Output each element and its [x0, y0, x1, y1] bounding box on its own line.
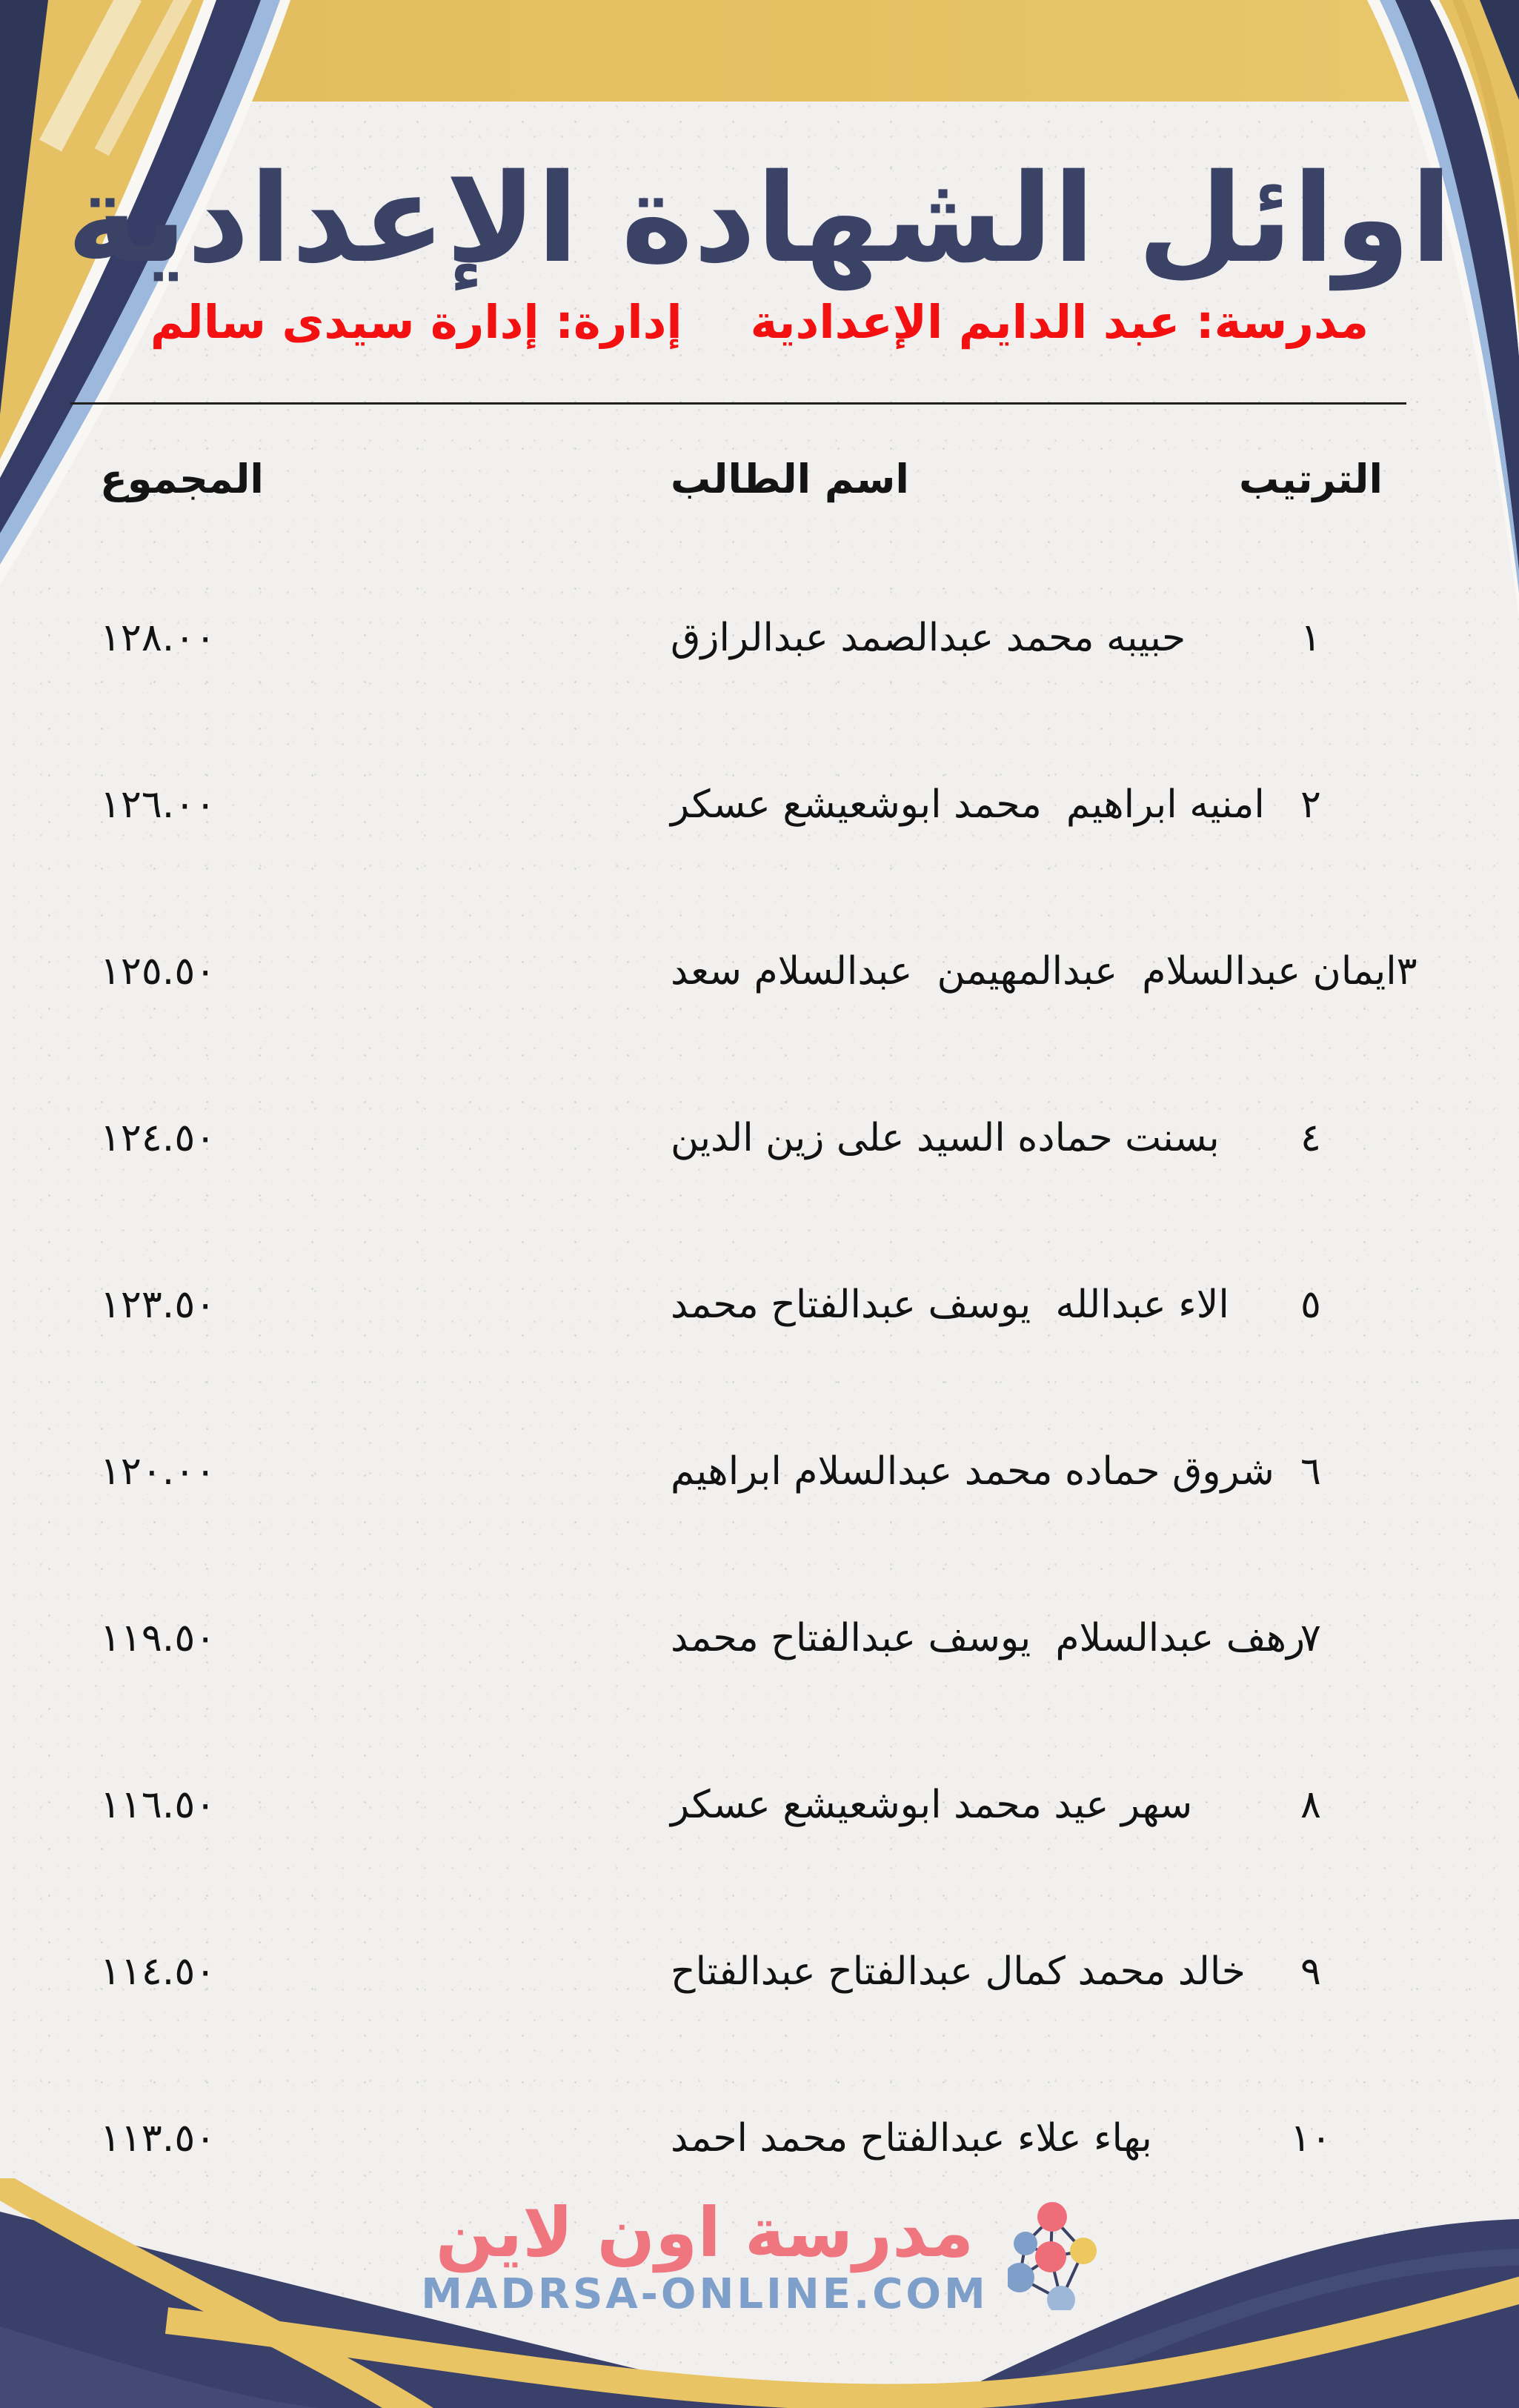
table-row — [70, 1388, 1406, 1554]
rank-cell: ٨ — [1300, 1782, 1321, 1827]
student-name: بسنت حماده السيد على زين الدين — [671, 1115, 1220, 1160]
student-name: الاء عبدالله يوسف عبدالفتاح محمد — [671, 1282, 1229, 1327]
rank-cell: ٦ — [1300, 1449, 1321, 1494]
total-cell: ١١٣.٥٠ — [100, 2115, 216, 2161]
student-name: حبيبه محمد عبدالصمد عبدالرازق — [671, 615, 1186, 660]
student-name: امنيه ابراهيم محمد ابوشعيشع عسكر — [671, 782, 1265, 827]
table-row — [70, 1888, 1406, 2055]
footer-logo — [0, 2194, 1519, 2318]
table-row — [70, 1554, 1406, 1721]
rank-cell: ٥ — [1300, 1282, 1321, 1327]
total-cell: ١٢٠.٠٠ — [100, 1449, 216, 1494]
header-total: المجموع — [100, 455, 264, 502]
rank-cell: ٤ — [1300, 1115, 1321, 1160]
total-cell: ١١٤.٥٠ — [100, 1949, 216, 1994]
table-row — [70, 1054, 1406, 1221]
table-row — [70, 1721, 1406, 1888]
total-cell: ١٢٥.٥٠ — [100, 948, 216, 994]
student-name: ٣ايمان عبدالسلام عبدالمهيمن عبدالسلام سعد — [671, 948, 1417, 994]
student-name: سهر عيد محمد ابوشعيشع عسكر — [671, 1782, 1193, 1827]
subtitle — [0, 295, 1519, 350]
table-header-row — [70, 437, 1406, 520]
rank-cell: ٢ — [1300, 782, 1321, 827]
table-row — [70, 554, 1406, 721]
results-table — [0, 437, 1519, 520]
student-name: بهاء علاء عبدالفتاح محمد احمد — [671, 2115, 1152, 2161]
network-graph-icon — [1008, 2201, 1098, 2310]
student-name: خالد محمد كمال عبدالفتاح عبدالفتاح — [671, 1949, 1246, 1994]
rank-cell: ٩ — [1300, 1949, 1321, 1994]
total-cell: ١٢٤.٥٠ — [100, 1115, 216, 1160]
student-name: شروق حماده محمد عبدالسلام ابراهيم — [671, 1449, 1274, 1494]
table-row — [70, 888, 1417, 1054]
total-cell: ١٢٦.٠٠ — [100, 782, 216, 827]
rank-cell: ١٠ — [1290, 2115, 1332, 2161]
logo-text-block — [421, 2194, 988, 2318]
logo-latin-text: MADRSA-ONLINE.COM — [421, 2270, 988, 2319]
subtitle-admin: إدارة: إدارة سيدى سالم — [150, 295, 682, 349]
total-cell: ١١٦.٥٠ — [100, 1782, 216, 1827]
table-row — [70, 1221, 1406, 1388]
header-rank: الترتيب — [1239, 455, 1383, 502]
header-name: اسم الطالب — [671, 455, 909, 502]
total-cell: ١٢٨.٠٠ — [100, 615, 216, 660]
divider-line — [70, 402, 1406, 405]
table-rows — [0, 554, 1519, 2221]
logo-arabic-text: مدرسة اون لاين — [435, 2192, 974, 2272]
student-name: رهف عبدالسلام يوسف عبدالفتاح محمد — [671, 1615, 1306, 1660]
total-cell: ١١٩.٥٠ — [100, 1615, 216, 1660]
rank-cell: ١ — [1300, 615, 1321, 660]
page-title: اوائل الشهادة الإعدادية — [67, 147, 1452, 290]
rank-cell: ٧ — [1300, 1615, 1321, 1660]
subtitle-school: مدرسة: عبد الدايم الإعدادية — [750, 295, 1369, 349]
total-cell: ١٢٣.٥٠ — [100, 1282, 216, 1327]
table-row — [70, 721, 1406, 888]
